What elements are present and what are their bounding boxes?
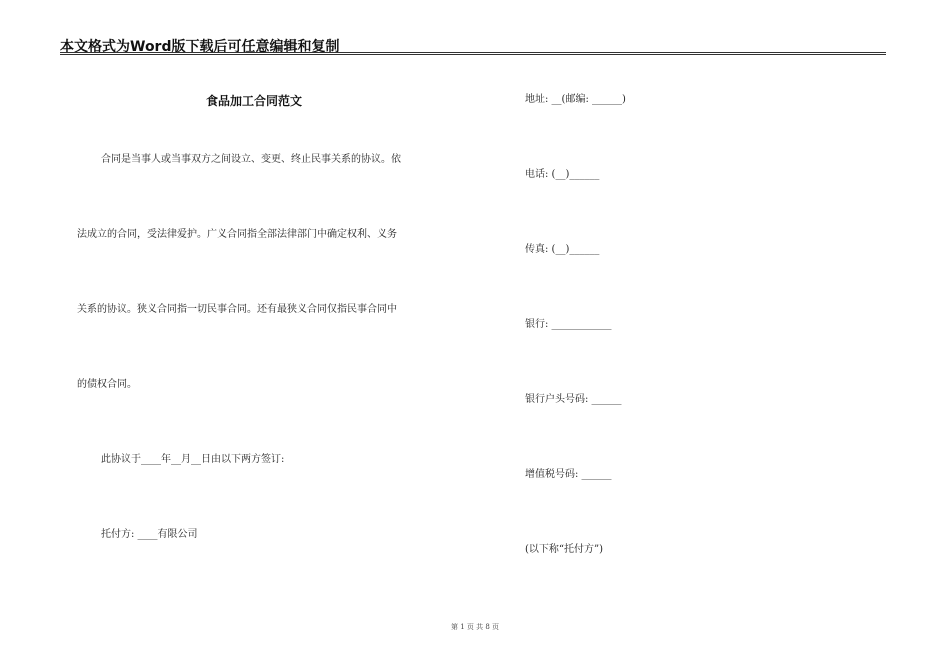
- phone-line: 电话: (__)______: [525, 169, 600, 180]
- header-divider: [60, 52, 886, 55]
- header-title: 本文格式为Word版下载后可任意编辑和复制: [60, 39, 340, 55]
- document-title: 食品加工合同范文: [206, 94, 303, 108]
- party-alias-line: (以下称“托付方”): [525, 544, 604, 555]
- page-number: 第 1 页 共 8 页: [450, 623, 500, 631]
- body-paragraph-line-2: 法成立的合同，受法律爱护。广义合同指全部法律部门中确定权利、义务: [77, 229, 397, 240]
- body-paragraph-line-4: 的债权合同。: [77, 379, 137, 390]
- agreement-date-line: 此协议于____年__月__日由以下两方签订:: [101, 454, 285, 465]
- fax-line: 传真: (__)______: [525, 244, 600, 255]
- body-paragraph-line-3: 关系的协议。狭义合同指一切民事合同。还有最狭义合同仅指民事合同中: [77, 304, 397, 315]
- address-line: 地址: __(邮编: ______): [525, 94, 626, 105]
- entrusting-party-line: 托付方: ____有限公司: [101, 529, 198, 540]
- bank-account-line: 银行户头号码: ______: [525, 394, 622, 405]
- body-paragraph-line-1: 合同是当事人或当事双方之间设立、变更、终止民事关系的协议。依: [101, 154, 401, 165]
- bank-line: 银行: ____________: [525, 319, 612, 330]
- vat-number-line: 增值税号码: ______: [525, 469, 612, 480]
